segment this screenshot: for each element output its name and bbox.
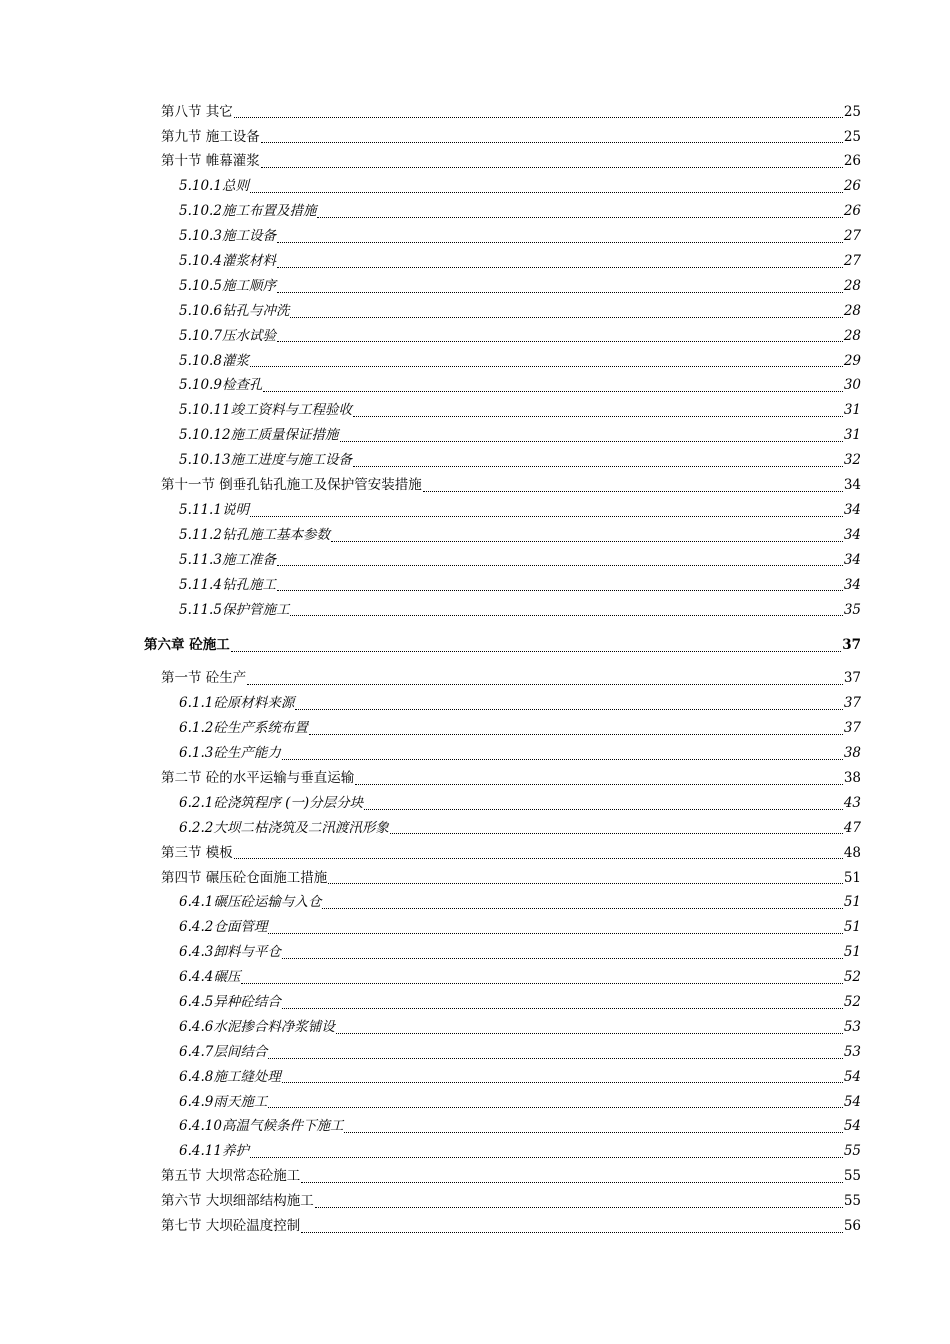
toc-entry-page-number: 51 bbox=[843, 919, 861, 936]
toc-entry-page-number: 34 bbox=[843, 526, 861, 543]
toc-entry-sub[interactable] bbox=[0, 1040, 950, 1065]
toc-entry-label: 第二节 砼的水平运输与垂直运输 bbox=[161, 769, 355, 786]
dot-leader bbox=[282, 758, 843, 760]
toc-entry-page-number: 34 bbox=[843, 501, 861, 518]
toc-entry-chapter[interactable] bbox=[0, 623, 950, 667]
toc-entry-section[interactable] bbox=[0, 866, 950, 891]
dot-leader bbox=[277, 564, 843, 566]
toc-entry-label: 6.4.1碾压砼运输与入仓 bbox=[179, 894, 322, 911]
toc-entry-page-number: 30 bbox=[843, 377, 861, 394]
toc-entry-sub[interactable] bbox=[0, 374, 950, 399]
toc-entry-page-number: 51 bbox=[843, 894, 861, 911]
dot-leader bbox=[268, 1057, 842, 1059]
toc-entry-page-number: 52 bbox=[843, 969, 861, 986]
toc-entry-page-number: 37 bbox=[843, 695, 861, 712]
toc-entry-section[interactable] bbox=[0, 473, 950, 498]
dot-leader bbox=[344, 1131, 842, 1133]
toc-entry-page-number: 52 bbox=[843, 993, 861, 1010]
toc-entry-label: 6.4.4碾压 bbox=[179, 969, 241, 986]
toc-entry-sub[interactable] bbox=[0, 448, 950, 473]
toc-entry-sub[interactable] bbox=[0, 1140, 950, 1165]
toc-entry-sub[interactable] bbox=[0, 324, 950, 349]
dot-leader bbox=[263, 390, 842, 392]
toc-entry-page-number: 47 bbox=[843, 819, 861, 836]
toc-entry-sub[interactable] bbox=[0, 274, 950, 299]
toc-entry-page-number: 34 bbox=[843, 551, 861, 568]
toc-entry-label: 5.10.9检查孔 bbox=[179, 377, 263, 394]
toc-entry-label: 5.11.3施工准备 bbox=[179, 551, 276, 568]
toc-entry-sub[interactable] bbox=[0, 1065, 950, 1090]
toc-entry-label: 第八节 其它 bbox=[161, 103, 233, 120]
toc-entry-page-number: 28 bbox=[843, 302, 861, 319]
toc-entry-sub[interactable] bbox=[0, 1115, 950, 1140]
toc-entry-label: 6.4.9雨天施工 bbox=[179, 1093, 268, 1110]
toc-entry-page-number: 25 bbox=[843, 103, 861, 120]
toc-entry-label: 5.11.5保护管施工 bbox=[179, 601, 290, 618]
toc-entry-page-number: 43 bbox=[843, 794, 861, 811]
toc-entry-page-number: 27 bbox=[843, 228, 861, 245]
toc-entry-label: 6.4.2仓面管理 bbox=[179, 919, 268, 936]
toc-entry-page-number: 34 bbox=[843, 576, 861, 593]
dot-leader bbox=[340, 440, 843, 442]
toc-entry-sub[interactable] bbox=[0, 523, 950, 548]
dot-leader bbox=[331, 540, 843, 542]
toc-entry-label: 6.2.1砼浇筑程序 (一)分层分块 bbox=[179, 794, 364, 811]
dot-leader bbox=[353, 415, 843, 417]
dot-leader bbox=[301, 1181, 843, 1183]
toc-entry-label: 第七节 大坝砼温度控制 bbox=[161, 1217, 301, 1234]
toc-entry-page-number: 35 bbox=[843, 601, 861, 618]
toc-entry-label: 第一节 砼生产 bbox=[161, 670, 247, 687]
toc-entry-page-number: 26 bbox=[843, 178, 861, 195]
toc-entry-sub[interactable] bbox=[0, 692, 950, 717]
toc-entry-page-number: 37 bbox=[843, 720, 861, 737]
toc-entry-page-number: 51 bbox=[843, 944, 861, 961]
toc-entry-label: 6.4.3卸料与平仓 bbox=[179, 944, 281, 961]
toc-entry-page-number: 54 bbox=[843, 1093, 861, 1110]
dot-leader bbox=[268, 932, 842, 934]
toc-entry-sub[interactable] bbox=[0, 1090, 950, 1115]
toc-entry-sub[interactable] bbox=[0, 741, 950, 766]
dot-leader bbox=[261, 166, 843, 168]
toc-entry-label: 6.1.1砼原材料来源 bbox=[179, 695, 295, 712]
dot-leader bbox=[353, 465, 843, 467]
toc-entry-page-number: 38 bbox=[843, 769, 861, 786]
toc-entry-page-number: 37 bbox=[842, 636, 861, 653]
toc-entry-label: 6.2.2大坝二枯浇筑及二汛渡汛形象 bbox=[179, 819, 389, 836]
toc-entry-sub[interactable] bbox=[0, 548, 950, 573]
toc-entry-label: 5.11.4钻孔施工 bbox=[179, 576, 276, 593]
table-of-contents bbox=[0, 100, 950, 1239]
toc-entry-sub[interactable] bbox=[0, 498, 950, 523]
dot-leader bbox=[268, 1106, 842, 1108]
toc-entry-label: 5.10.2施工布置及措施 bbox=[179, 203, 317, 220]
toc-entry-sub[interactable] bbox=[0, 249, 950, 274]
toc-entry-sub[interactable] bbox=[0, 200, 950, 225]
dot-leader bbox=[282, 957, 843, 959]
dot-leader bbox=[231, 650, 842, 652]
dot-leader bbox=[390, 832, 843, 834]
toc-entry-label: 5.10.4灌浆材料 bbox=[179, 253, 276, 270]
toc-entry-page-number: 26 bbox=[843, 203, 861, 220]
toc-entry-label: 5.10.12施工质量保证措施 bbox=[179, 427, 339, 444]
toc-entry-label: 5.10.7压水试验 bbox=[179, 327, 276, 344]
toc-entry-label: 6.4.11养护 bbox=[179, 1143, 249, 1160]
toc-entry-section[interactable] bbox=[0, 150, 950, 175]
toc-entry-sub[interactable] bbox=[0, 424, 950, 449]
toc-entry-page-number: 48 bbox=[843, 844, 861, 861]
dot-leader bbox=[309, 733, 843, 735]
dot-leader bbox=[317, 216, 842, 218]
toc-entry-section[interactable] bbox=[0, 1214, 950, 1239]
toc-entry-label: 5.11.2钻孔施工基本参数 bbox=[179, 526, 330, 543]
toc-entry-section[interactable] bbox=[0, 841, 950, 866]
dot-leader bbox=[261, 141, 843, 143]
toc-entry-page-number: 26 bbox=[843, 153, 861, 170]
toc-entry-sub[interactable] bbox=[0, 891, 950, 916]
toc-entry-page-number: 55 bbox=[843, 1193, 861, 1210]
dot-leader bbox=[290, 316, 842, 318]
toc-entry-sub[interactable] bbox=[0, 399, 950, 424]
toc-entry-section[interactable] bbox=[0, 766, 950, 791]
dot-leader bbox=[322, 907, 842, 909]
dot-leader bbox=[277, 241, 843, 243]
dot-leader bbox=[423, 490, 843, 492]
toc-entry-sub[interactable] bbox=[0, 791, 950, 816]
dot-leader bbox=[234, 857, 843, 859]
toc-entry-page-number: 29 bbox=[843, 352, 861, 369]
dot-leader bbox=[364, 808, 843, 810]
toc-entry-page-number: 25 bbox=[843, 128, 861, 145]
toc-entry-label: 5.10.3施工设备 bbox=[179, 228, 276, 245]
dot-leader bbox=[277, 340, 843, 342]
toc-entry-sub[interactable] bbox=[0, 299, 950, 324]
dot-leader bbox=[282, 1007, 843, 1009]
dot-leader bbox=[277, 589, 843, 591]
toc-entry-sub[interactable] bbox=[0, 941, 950, 966]
toc-entry-page-number: 53 bbox=[843, 1018, 861, 1035]
toc-entry-label: 5.10.5施工顺序 bbox=[179, 277, 276, 294]
toc-entry-label: 6.4.8施工缝处理 bbox=[179, 1068, 281, 1085]
toc-entry-page-number: 56 bbox=[843, 1217, 861, 1234]
dot-leader bbox=[277, 291, 843, 293]
toc-entry-label: 5.10.6钻孔与冲洗 bbox=[179, 302, 290, 319]
toc-entry-page-number: 32 bbox=[843, 452, 861, 469]
toc-entry-label: 第四节 碾压砼仓面施工措施 bbox=[161, 869, 328, 886]
toc-entry-sub[interactable] bbox=[0, 716, 950, 741]
toc-entry-page-number: 55 bbox=[843, 1143, 861, 1160]
toc-entry-label: 6.1.2砼生产系统布置 bbox=[179, 720, 308, 737]
toc-entry-label: 6.4.6水泥掺合料净浆铺设 bbox=[179, 1018, 335, 1035]
toc-entry-label: 5.10.13施工进度与施工设备 bbox=[179, 452, 353, 469]
toc-entry-page-number: 27 bbox=[843, 253, 861, 270]
toc-entry-sub[interactable] bbox=[0, 175, 950, 200]
toc-entry-label: 6.4.10高温气候条件下施工 bbox=[179, 1118, 344, 1135]
dot-leader bbox=[290, 614, 842, 616]
dot-leader bbox=[234, 116, 843, 118]
toc-entry-page-number: 34 bbox=[843, 477, 861, 494]
dot-leader bbox=[250, 515, 843, 517]
dot-leader bbox=[315, 1206, 843, 1208]
toc-entry-section[interactable] bbox=[0, 125, 950, 150]
toc-entry-label: 第五节 大坝常态砼施工 bbox=[161, 1168, 301, 1185]
dot-leader bbox=[247, 683, 843, 685]
dot-leader bbox=[241, 982, 842, 984]
toc-entry-label: 5.11.1说明 bbox=[179, 501, 249, 518]
toc-entry-label: 第三节 模板 bbox=[161, 844, 233, 861]
toc-entry-page-number: 51 bbox=[843, 869, 861, 886]
toc-entry-sub[interactable] bbox=[0, 573, 950, 598]
toc-entry-page-number: 53 bbox=[843, 1043, 861, 1060]
toc-entry-page-number: 28 bbox=[843, 277, 861, 294]
dot-leader bbox=[250, 191, 843, 193]
toc-entry-label: 第十节 帷幕灌浆 bbox=[161, 153, 260, 170]
toc-entry-sub[interactable] bbox=[0, 349, 950, 374]
toc-entry-section[interactable] bbox=[0, 667, 950, 692]
toc-entry-sub[interactable] bbox=[0, 916, 950, 941]
toc-entry-label: 第六节 大坝细部结构施工 bbox=[161, 1193, 314, 1210]
toc-entry-sub[interactable] bbox=[0, 965, 950, 990]
toc-entry-page-number: 54 bbox=[843, 1068, 861, 1085]
toc-entry-sub[interactable] bbox=[0, 1015, 950, 1040]
dot-leader bbox=[282, 1081, 843, 1083]
toc-entry-sub[interactable] bbox=[0, 990, 950, 1015]
toc-entry-label: 5.10.11竣工资料与工程验收 bbox=[179, 402, 353, 419]
toc-entry-page-number: 55 bbox=[843, 1168, 861, 1185]
dot-leader bbox=[301, 1231, 843, 1233]
toc-entry-label: 第九节 施工设备 bbox=[161, 128, 260, 145]
toc-entry-section[interactable] bbox=[0, 1165, 950, 1190]
dot-leader bbox=[277, 266, 843, 268]
toc-entry-label: 6.4.5异种砼结合 bbox=[179, 993, 281, 1010]
toc-entry-label: 6.1.3砼生产能力 bbox=[179, 745, 281, 762]
toc-entry-page-number: 28 bbox=[843, 327, 861, 344]
toc-entry-label: 5.10.1总则 bbox=[179, 178, 249, 195]
dot-leader bbox=[336, 1032, 843, 1034]
toc-entry-section[interactable] bbox=[0, 1189, 950, 1214]
dot-leader bbox=[328, 882, 843, 884]
toc-entry-label: 第六章 砼施工 bbox=[144, 636, 230, 653]
toc-entry-sub[interactable] bbox=[0, 816, 950, 841]
toc-entry-sub[interactable] bbox=[0, 224, 950, 249]
dot-leader bbox=[250, 365, 843, 367]
dot-leader bbox=[295, 708, 842, 710]
dot-leader bbox=[355, 783, 843, 785]
toc-entry-page-number: 37 bbox=[843, 670, 861, 687]
toc-entry-page-number: 54 bbox=[843, 1118, 861, 1135]
toc-entry-page-number: 31 bbox=[843, 427, 861, 444]
dot-leader bbox=[250, 1156, 843, 1158]
toc-entry-sub[interactable] bbox=[0, 598, 950, 623]
toc-entry-label: 第十一节 倒垂孔钻孔施工及保护管安装措施 bbox=[161, 477, 422, 494]
toc-entry-page-number: 38 bbox=[843, 745, 861, 762]
toc-entry-section[interactable] bbox=[0, 100, 950, 125]
toc-entry-label: 6.4.7层间结合 bbox=[179, 1043, 268, 1060]
toc-entry-label: 5.10.8灌浆 bbox=[179, 352, 249, 369]
toc-entry-page-number: 31 bbox=[843, 402, 861, 419]
